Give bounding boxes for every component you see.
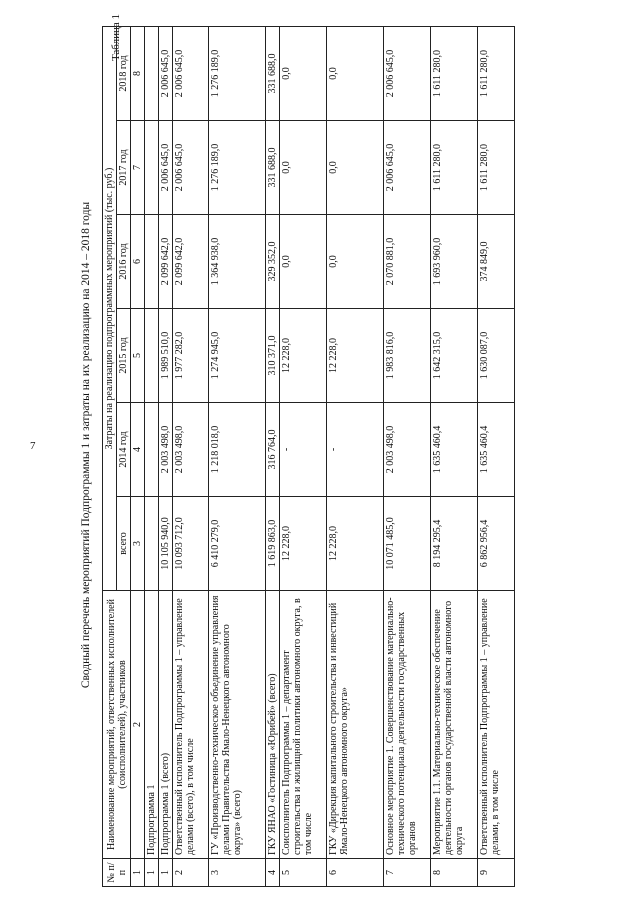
- cell-total: 12 228,0: [327, 497, 384, 591]
- column-index-row: [131, 27, 145, 887]
- row-number: 4: [266, 859, 280, 887]
- cell-total: 10 105 940,0: [159, 497, 173, 591]
- cell-2018: [145, 27, 159, 121]
- row-number: 5: [280, 859, 327, 887]
- column-index: 8: [131, 27, 145, 121]
- cell-2018: 0,0: [327, 27, 384, 121]
- row-number: 7: [384, 859, 431, 887]
- costs-table: [102, 26, 515, 887]
- cell-2014: 1 635 460,4: [478, 403, 515, 497]
- cell-2014: 2 003 498,0: [159, 403, 173, 497]
- cell-2018: 2 006 645,0: [159, 27, 173, 121]
- row-name: ГКУ ЯНАО «Гостиница «Юрибей» (всего): [266, 591, 280, 859]
- cell-2015: 12 228,0: [327, 309, 384, 403]
- cell-2014: -: [280, 403, 327, 497]
- table-row: [266, 27, 280, 887]
- column-index: 2: [131, 591, 145, 859]
- table-row: [280, 27, 327, 887]
- cell-total: 10 093 712,0: [173, 497, 209, 591]
- table-row: [173, 27, 209, 887]
- cell-2014: 2 003 498,0: [173, 403, 209, 497]
- cell-2015: 1 989 510,0: [159, 309, 173, 403]
- cell-total: 6 862 956,4: [478, 497, 515, 591]
- row-number: 8: [431, 859, 478, 887]
- cell-total: 6 410 279,0: [209, 497, 266, 591]
- column-index: 5: [131, 309, 145, 403]
- row-name: Основное мероприятие 1. Совершенствование материально-технического потенциала деятельности государственных органов: [384, 591, 431, 859]
- row-name: Подпрограмма 1: [145, 591, 159, 859]
- header-costs: Затраты на реализацию подпрограммных мероприятий (тыс. руб.): [103, 27, 117, 591]
- cell-2016: 0,0: [280, 215, 327, 309]
- cell-2016: 1 693 960,0: [431, 215, 478, 309]
- row-number: 1: [159, 859, 173, 887]
- header-2015: 2015 год: [117, 309, 131, 403]
- row-name: Мероприятие 1.1. Материально-техническое обеспечение деятельности органов государственной власти автономного округа: [431, 591, 478, 859]
- cell-total: 12 228,0: [280, 497, 327, 591]
- cell-2015: 12 228,0: [280, 309, 327, 403]
- cell-2018: 2 006 645,0: [384, 27, 431, 121]
- header-name: Наименование мероприятий, ответственных исполнителей (соисполнителей), участников: [103, 591, 131, 859]
- cell-2018: 331 688,0: [266, 27, 280, 121]
- row-name: ГУ «Производственно-техническое объединение управления делами Правительства Ямало-Ненецкого автономного округа» (всего): [209, 591, 266, 859]
- cell-2015: 1 642 315,0: [431, 309, 478, 403]
- cell-2017: 2 006 645,0: [384, 121, 431, 215]
- header-2016: 2016 год: [117, 215, 131, 309]
- cell-2014: 1 635 460,4: [431, 403, 478, 497]
- cell-2017: 1 611 280,0: [431, 121, 478, 215]
- row-number: 6: [327, 859, 384, 887]
- column-index: 1: [131, 859, 145, 887]
- row-number: 3: [209, 859, 266, 887]
- page-number: 7: [30, 440, 36, 452]
- cell-2015: [145, 309, 159, 403]
- cell-2016: 2 099 642,0: [173, 215, 209, 309]
- cell-2018: 1 611 280,0: [431, 27, 478, 121]
- column-index: 3: [131, 497, 145, 591]
- table-label: Таблица 1: [110, 14, 122, 62]
- cell-2015: 310 371,0: [266, 309, 280, 403]
- table-row: [209, 27, 266, 887]
- table-row: [431, 27, 478, 887]
- cell-2014: 1 218 018,0: [209, 403, 266, 497]
- row-name: Подпрограмма 1 (всего): [159, 591, 173, 859]
- table-row: [384, 27, 431, 887]
- cell-2016: 374 849,0: [478, 215, 515, 309]
- table-row: [145, 27, 159, 887]
- column-index: 6: [131, 215, 145, 309]
- cell-2018: 0,0: [280, 27, 327, 121]
- column-index: 7: [131, 121, 145, 215]
- row-name: Ответственный исполнитель Подпрограммы 1 – управление делами (всего), в том числе: [173, 591, 209, 859]
- cell-total: [145, 497, 159, 591]
- row-number: 2: [173, 859, 209, 887]
- cell-2018: 1 276 189,0: [209, 27, 266, 121]
- cell-2017: 0,0: [280, 121, 327, 215]
- cell-2014: 316 764,0: [266, 403, 280, 497]
- cell-total: 8 194 295,4: [431, 497, 478, 591]
- row-name: Ответственный исполнитель Подпрограммы 1 – управление делами, в том числе: [478, 591, 515, 859]
- row-name: Соисполнитель Подпрограммы 1 – департамент строительства и жилищной политики автономного округа, в том числе: [280, 591, 327, 859]
- cell-2016: 2 070 881,0: [384, 215, 431, 309]
- cell-2016: 2 099 642,0: [159, 215, 173, 309]
- table-row: [159, 27, 173, 887]
- cell-2017: 2 006 645,0: [159, 121, 173, 215]
- header-2017: 2017 год: [117, 121, 131, 215]
- cell-2017: 331 688,0: [266, 121, 280, 215]
- cell-2017: 1 276 189,0: [209, 121, 266, 215]
- header-2014: 2014 год: [117, 403, 131, 497]
- cell-total: 1 619 863,0: [266, 497, 280, 591]
- cell-2015: 1 630 087,0: [478, 309, 515, 403]
- cell-2018: 2 006 645,0: [173, 27, 209, 121]
- header-total: всего: [117, 497, 131, 591]
- cell-2018: 1 611 280,0: [478, 27, 515, 121]
- cell-total: 10 071 485,0: [384, 497, 431, 591]
- header-num: № п/п: [103, 859, 131, 887]
- cell-2014: [145, 403, 159, 497]
- row-number: 1: [145, 859, 159, 887]
- table-row: [327, 27, 384, 887]
- header-2018: 2018 год: [117, 27, 131, 121]
- cell-2017: [145, 121, 159, 215]
- cell-2016: [145, 215, 159, 309]
- cell-2017: 2 006 645,0: [173, 121, 209, 215]
- cell-2016: 0,0: [327, 215, 384, 309]
- cell-2016: 1 364 938,0: [209, 215, 266, 309]
- table-row: [478, 27, 515, 887]
- document-title: Сводный перечень мероприятий Подпрограммы 1 и затраты на их реализацию на 2014 – 2018 годы: [80, 201, 92, 689]
- cell-2014: 2 003 498,0: [384, 403, 431, 497]
- cell-2017: 0,0: [327, 121, 384, 215]
- cell-2017: 1 611 280,0: [478, 121, 515, 215]
- row-name: ГКУ «Дирекция капитального строительства и инвестиций Ямало-Ненецкого автономного округа»: [327, 591, 384, 859]
- cell-2014: -: [327, 403, 384, 497]
- row-number: 9: [478, 859, 515, 887]
- cell-2016: 329 352,0: [266, 215, 280, 309]
- cell-2015: 1 274 945,0: [209, 309, 266, 403]
- cell-2015: 1 983 816,0: [384, 309, 431, 403]
- cell-2015: 1 977 282,0: [173, 309, 209, 403]
- column-index: 4: [131, 403, 145, 497]
